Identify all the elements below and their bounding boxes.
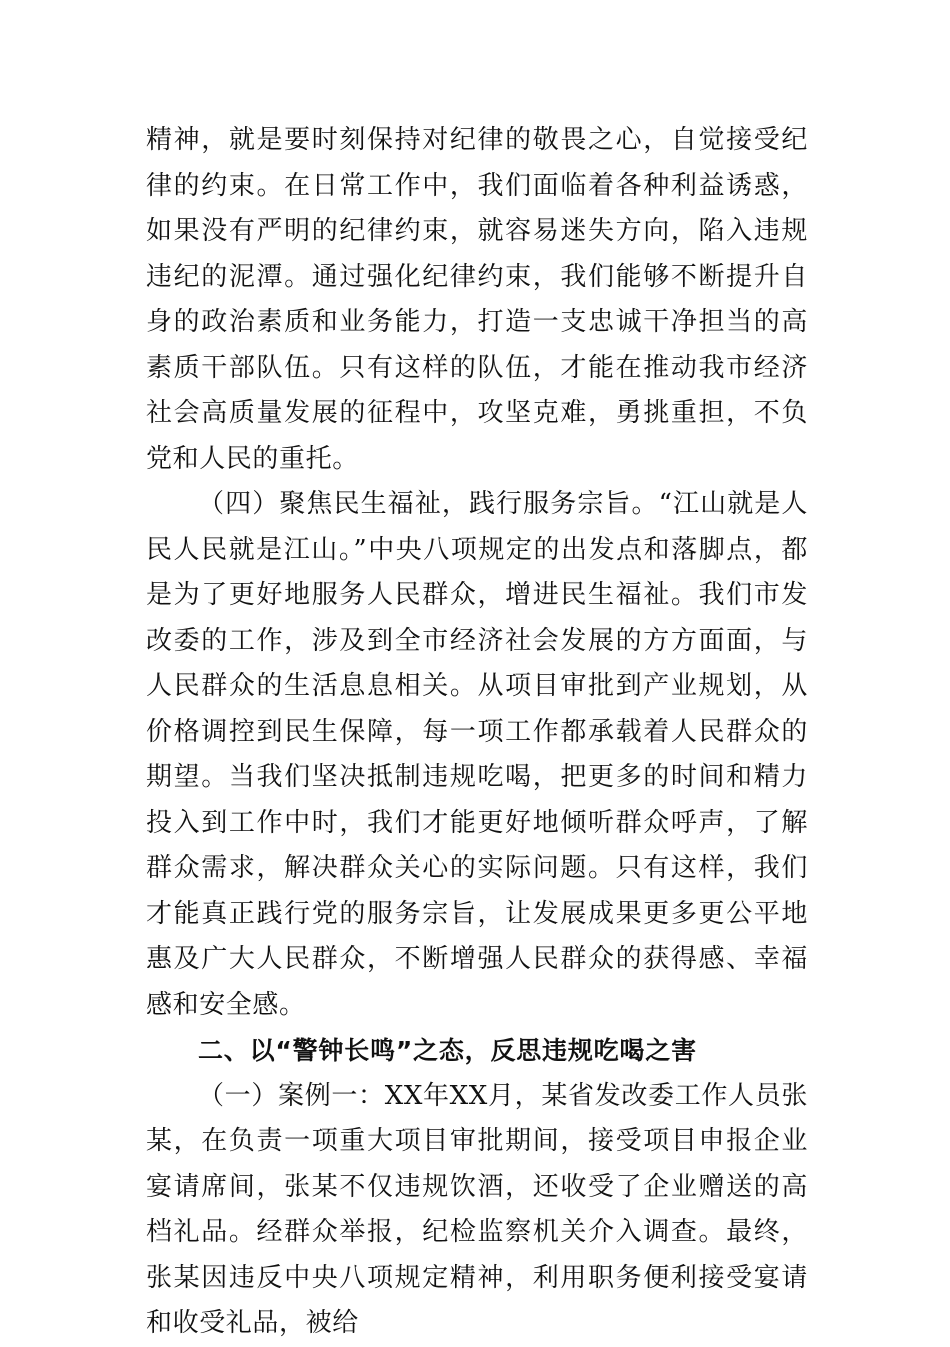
paragraph-livelihood-service: （四）聚焦民生福祉，践行服务宗旨。“江山就是人民人民就是江山。”中央八项规定的出发点和落脚点，都是为了更好地服务人民群众，增进民生福祉。我们市发改委的工作，涉及到全市经济社会发展的方方面面，与人民群众的生活息息相关。从项目审批到产业规划，从价格调控到民生保障，每一项工作都承载着人民群众的期望。当我们坚决抵制违规吃喝，把更多的时间和精力投入到工作中时，我们才能更好地倾听群众呼声，了解群众需求，解决群众关心的实际问题。只有这样，我们才能真正践行党的服务宗旨，让发展成果更多更公平地惠及广大人民群众，不断增强人民群众的获得感、幸福感和安全感。 — [146, 489, 808, 1020]
section-heading-warning: 二、以“警钟长鸣”之态，反思违规吃喝之害 — [198, 1036, 697, 1065]
paragraph-case-one: （一）案例一：XX年XX月，某省发改委工作人员张某，在负责一项重大项目审批期间，接受项目申报企业宴请席间，张某不仅违规饮酒，还收受了企业赠送的高档礼品。经群众举报，纪检监察机关介入调查。最终，张某因违反中央八项规定精神，利用职务便利接受宴请和收受礼品，被给 — [146, 1080, 808, 1338]
document-body — [146, 118, 808, 1347]
paragraph-discipline-continuation: 精神，就是要时刻保持对纪律的敬畏之心，自觉接受纪律的约束。在日常工作中，我们面临着各种利益诱惑，如果没有严明的纪律约束，就容易迷失方向，陷入违规违纪的泥潭。通过强化纪律约束，我们能够不断提升自身的政治素质和业务能力，打造一支忠诚干净担当的高素质干部队伍。只有这样的队伍，才能在推动我市经济社会高质量发展的征程中，攻坚克难，勇挑重担，不负党和人民的重托。 — [146, 125, 808, 474]
